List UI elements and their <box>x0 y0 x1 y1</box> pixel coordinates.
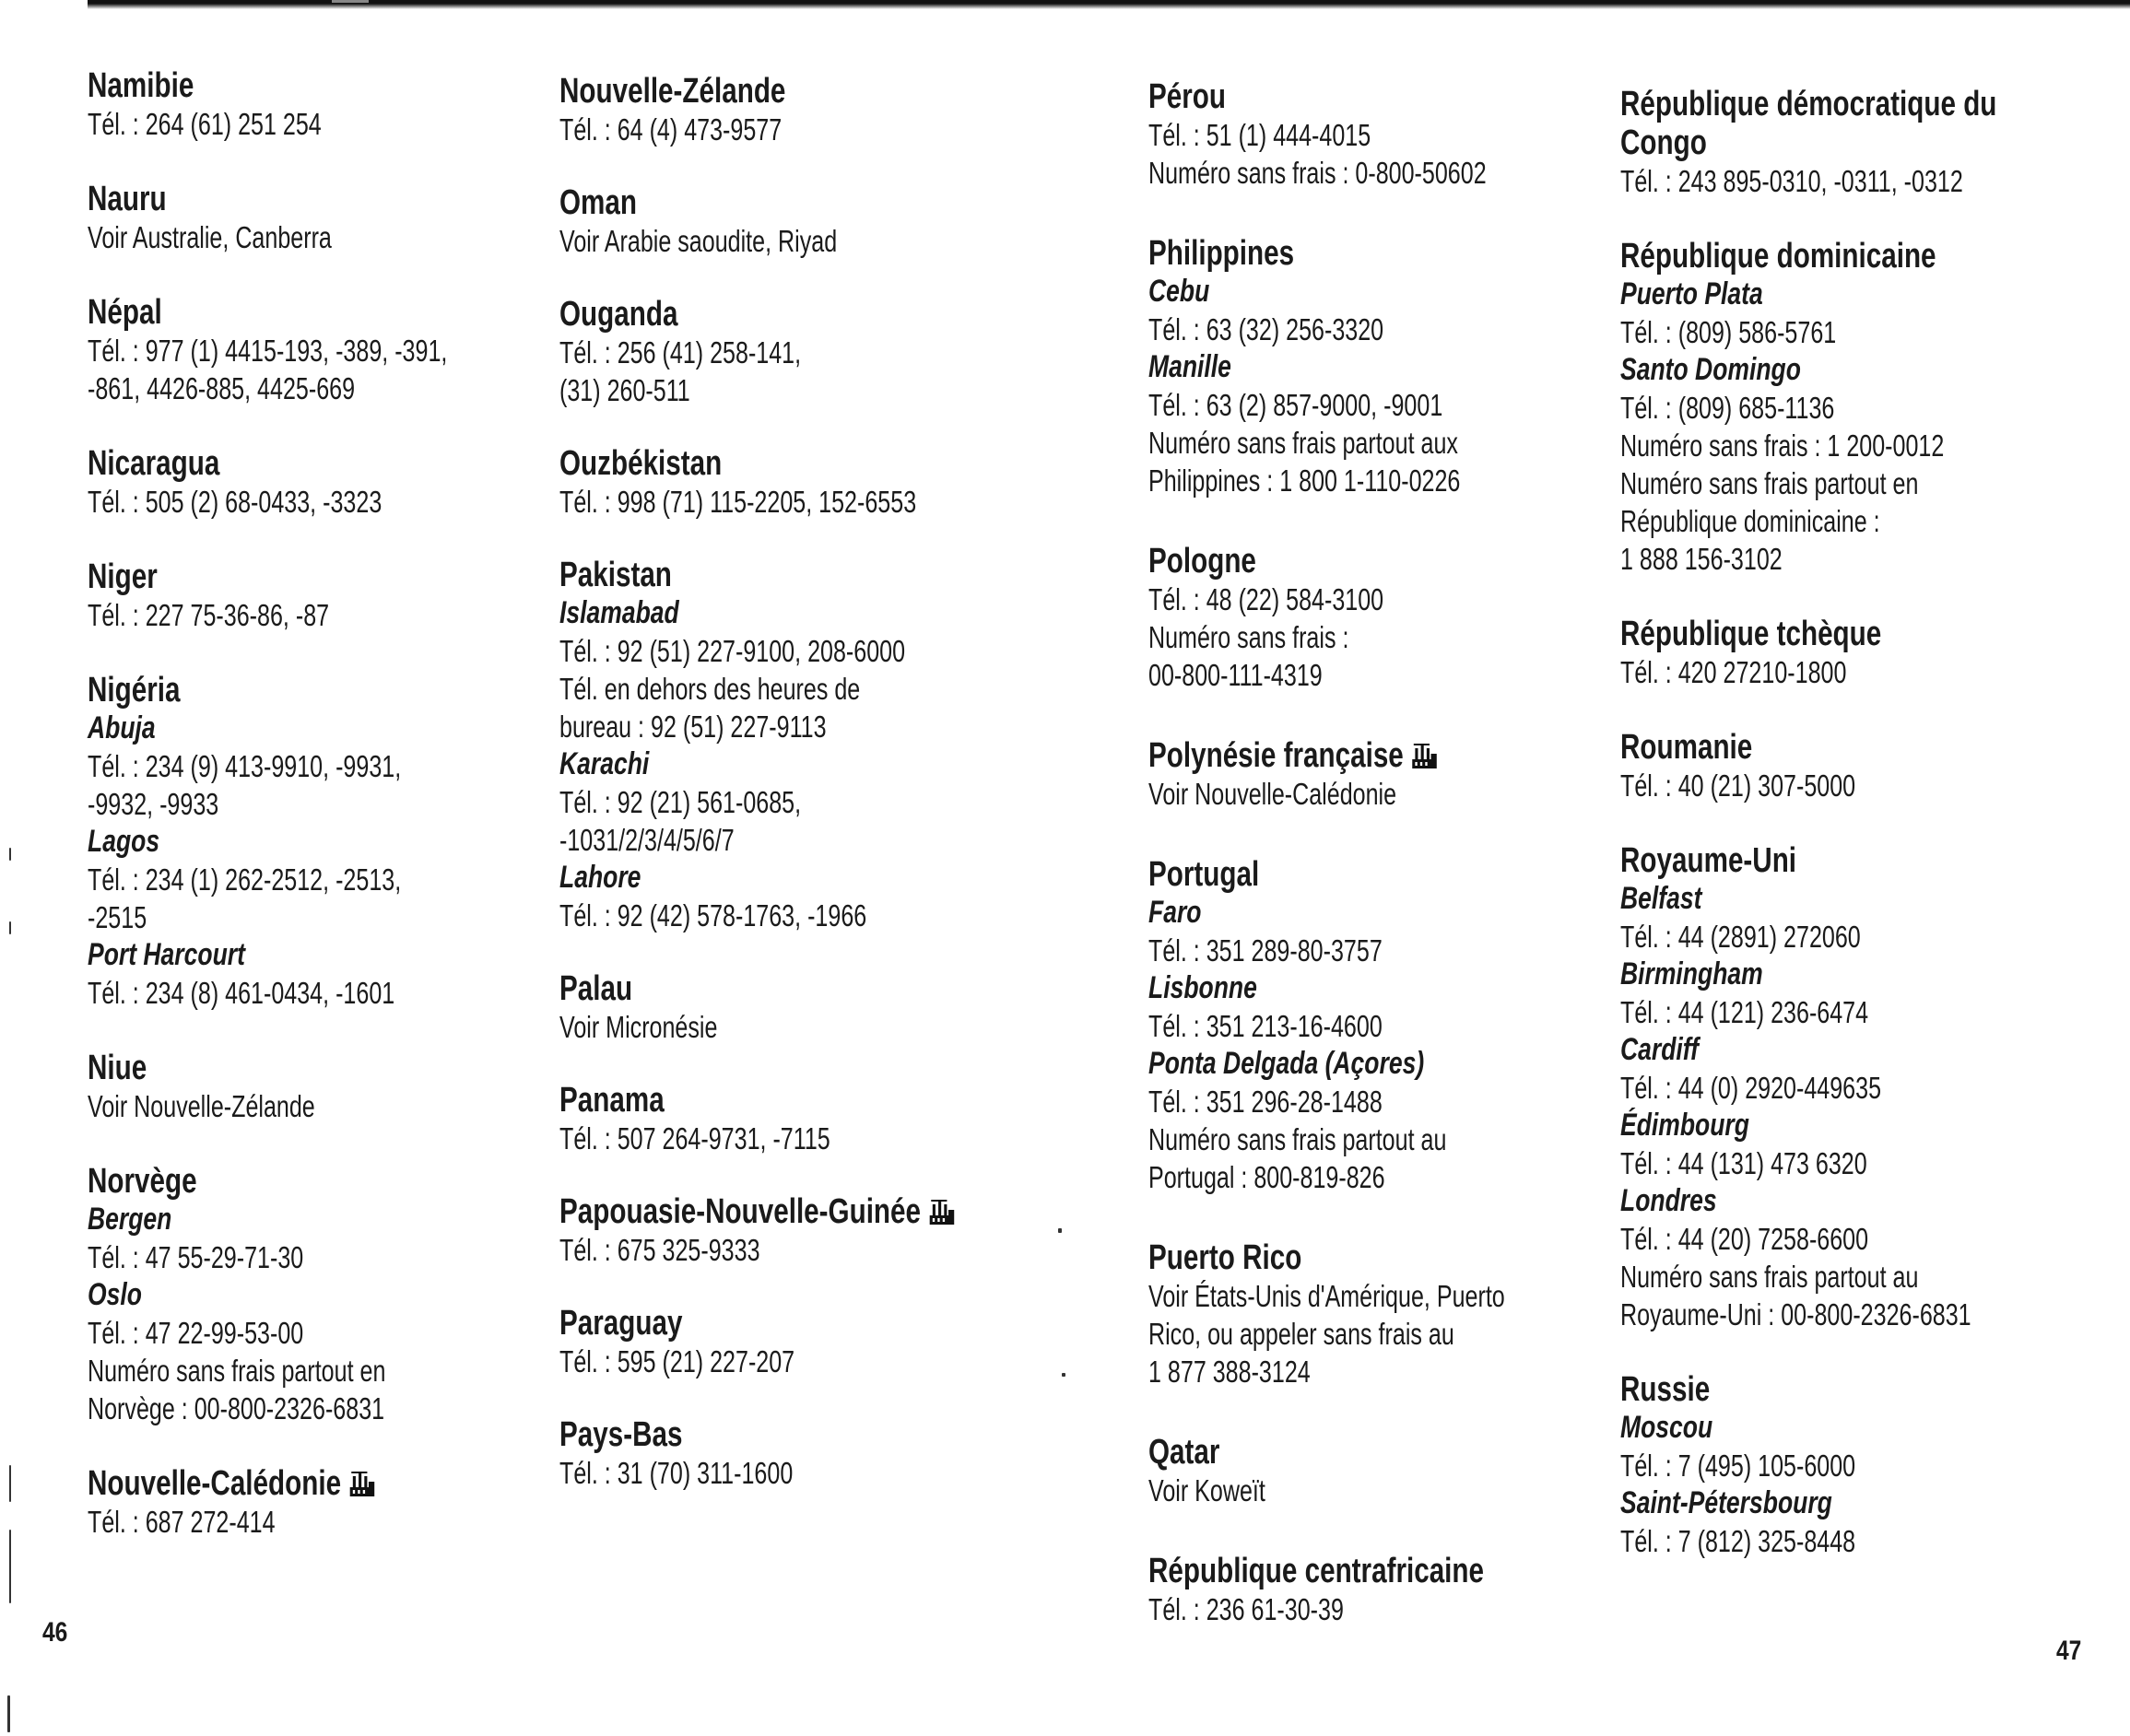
contact-line: 00-800-111-4319 <box>1148 658 1323 692</box>
country-entry <box>1148 234 1628 499</box>
column-1 <box>88 66 567 1578</box>
country-name-text: Pays-Bas <box>559 1415 683 1454</box>
contact-line: Tél. : 687 272-414 <box>88 1505 276 1539</box>
contact-line: Tél. : 44 (0) 2920-449635 <box>1620 1071 1882 1105</box>
country-name-text: Portugal <box>1148 855 1260 894</box>
contact-line: Tél. : 47 22-99-53-00 <box>88 1316 304 1350</box>
column-2 <box>559 72 1039 1527</box>
country-entry <box>88 557 567 634</box>
contact-line: Numéro sans frais partout au <box>1620 1260 1919 1294</box>
contact-line: Tél. : 505 (2) 68-0433, -3323 <box>88 485 382 519</box>
country-name-text: Pérou <box>1148 77 1227 116</box>
country-entry <box>1620 85 2118 200</box>
country-name-text: Philippines <box>1148 234 1295 273</box>
country-name <box>1148 855 1627 894</box>
contact-line: Tél. : 507 264-9731, -7115 <box>559 1121 830 1155</box>
contact-line: Numéro sans frais : <box>1148 620 1349 654</box>
city-name: Londres <box>1620 1183 1717 1218</box>
city-name: Cebu <box>1148 274 1210 309</box>
city-name: Saint-Pétersbourg <box>1620 1485 1832 1520</box>
page-number-left: 46 <box>42 1617 68 1648</box>
country-name-text: Panama <box>559 1081 665 1120</box>
country-name-text: Pakistan <box>559 556 672 594</box>
country-entry <box>559 1415 1039 1492</box>
column-4 <box>1620 85 2118 1597</box>
country-name-text: Nouvelle-Calédonie <box>88 1464 342 1503</box>
country-name-text: Polynésie française <box>1148 736 1404 775</box>
city-name: Cardiff <box>1620 1032 1699 1067</box>
country-name-text: Namibie <box>88 66 194 105</box>
country-name-text: Qatar <box>1148 1433 1220 1472</box>
country-name <box>88 671 566 710</box>
contact-line: Tél. : 44 (131) 473 6320 <box>1620 1146 1867 1180</box>
contact-line: Portugal : 800-819-826 <box>1148 1160 1385 1194</box>
contact-line: Tél. : 256 (41) 258-141, <box>559 335 802 369</box>
country-name <box>559 556 1038 594</box>
country-name <box>1620 728 2117 767</box>
country-name <box>559 969 1038 1008</box>
country-name <box>88 66 566 105</box>
scan-speck <box>9 1465 11 1502</box>
country-entry <box>88 1049 567 1125</box>
contact-line: Tél. : 92 (51) 227-9100, 208-6000 <box>559 634 906 668</box>
country-entry <box>559 295 1039 409</box>
contact-line: Tél. en dehors des heures de <box>559 672 861 706</box>
contact-line: Norvège : 00-800-2326-6831 <box>88 1391 385 1425</box>
contact-line: Voir Australie, Canberra <box>88 220 332 254</box>
country-name <box>559 1415 1038 1454</box>
country-name <box>1620 1370 2117 1409</box>
country-entry <box>1148 1433 1628 1509</box>
contact-line: Voir États-Unis d'Amérique, Puerto <box>1148 1279 1505 1313</box>
contact-line: Tél. : 351 213-16-4600 <box>1148 1009 1383 1043</box>
contact-line: 1 877 388-3124 <box>1148 1355 1311 1389</box>
country-name <box>1148 736 1627 775</box>
contact-line: Tél. : 977 (1) 4415-193, -389, -391, <box>88 334 448 368</box>
country-name <box>1620 841 2117 880</box>
contact-line: Royaume-Uni : 00-800-2326-6831 <box>1620 1297 1971 1331</box>
country-name <box>559 183 1038 222</box>
contact-line: -1031/2/3/4/5/6/7 <box>559 823 735 857</box>
country-name-text: Oman <box>559 183 638 222</box>
country-name <box>1148 542 1627 581</box>
contact-line: Tél. : 51 (1) 444-4015 <box>1148 118 1371 152</box>
country-entry <box>1148 77 1628 192</box>
country-name <box>88 1464 566 1503</box>
country-name <box>1620 237 2117 276</box>
contact-line: Tél. : 234 (1) 262-2512, -2513, <box>88 862 402 897</box>
country-name-text: Nouvelle-Zélande <box>559 72 786 111</box>
country-name <box>1148 234 1627 273</box>
top-rule-mark <box>332 0 369 3</box>
factory-icon <box>1411 740 1439 768</box>
contact-line: République dominicaine : <box>1620 504 1880 538</box>
country-entry <box>1148 736 1628 813</box>
country-name-text: Népal <box>88 293 162 332</box>
country-entry <box>559 1304 1039 1380</box>
country-entry <box>1620 728 2118 804</box>
country-entry <box>559 969 1039 1046</box>
top-rule <box>88 0 2130 9</box>
country-entry <box>88 66 567 143</box>
contact-line: Tél. : 44 (2891) 272060 <box>1620 920 1861 954</box>
country-name <box>88 1162 566 1201</box>
contact-line: Voir Arabie saoudite, Riyad <box>559 224 838 258</box>
contact-line: Voir Micronésie <box>559 1010 718 1044</box>
contact-line: Tél. : 351 296-28-1488 <box>1148 1085 1383 1119</box>
country-name-text: Paraguay <box>559 1304 683 1343</box>
country-name-text: République démocratique du <box>1620 85 1997 123</box>
country-name-text: Ouganda <box>559 295 678 334</box>
country-name <box>1148 1238 1627 1277</box>
contact-line: Tél. : 595 (21) 227-207 <box>559 1344 795 1378</box>
contact-line: Numéro sans frais : 0-800-50602 <box>1148 156 1487 190</box>
country-entry <box>88 444 567 521</box>
contact-line: Numéro sans frais partout en <box>1620 466 1919 500</box>
contact-line: -861, 4426-885, 4425-669 <box>88 371 356 405</box>
column-3 <box>1148 77 1628 1671</box>
city-name: Lagos <box>88 824 160 859</box>
scan-speck <box>9 1530 11 1603</box>
country-name-text: Nauru <box>88 180 167 218</box>
country-name <box>88 180 566 218</box>
country-entry <box>88 180 567 256</box>
contact-line: Tél. : 92 (21) 561-0685, <box>559 785 802 819</box>
contact-line: Tél. : 264 (61) 251 254 <box>88 107 322 141</box>
country-entry <box>88 1464 567 1541</box>
country-entry <box>559 1192 1039 1269</box>
contact-line: Tél. : 63 (2) 857-9000, -9001 <box>1148 388 1443 422</box>
country-name-text: Royaume-Uni <box>1620 841 1797 880</box>
country-name <box>559 72 1038 111</box>
page-number-right: 47 <box>2056 1636 2082 1666</box>
country-name-text: Russie <box>1620 1370 1711 1409</box>
contact-line: Tél. : 47 55-29-71-30 <box>88 1240 304 1274</box>
country-entry <box>1148 542 1628 694</box>
scan-speck <box>1062 1373 1065 1377</box>
contact-line: Tél. : 63 (32) 256-3320 <box>1148 312 1384 346</box>
country-entry <box>559 556 1039 934</box>
contact-line: Tél. : 243 895-0310, -0311, -0312 <box>1620 164 1963 198</box>
country-name <box>559 1304 1038 1343</box>
country-name <box>1620 615 2117 653</box>
contact-line: Rico, ou appeler sans frais au <box>1148 1317 1454 1351</box>
contact-line: Tél. : 7 (812) 325-8448 <box>1620 1524 1856 1558</box>
city-name: Manille <box>1148 349 1231 384</box>
country-entry <box>559 1081 1039 1157</box>
contact-line: 1 888 156-3102 <box>1620 542 1783 576</box>
contact-line: Numéro sans frais partout au <box>1148 1122 1447 1156</box>
contact-line: Tél. : 236 61-30-39 <box>1148 1592 1344 1626</box>
country-name-text: Puerto Rico <box>1148 1238 1302 1277</box>
country-name-text: Ouzbékistan <box>559 444 723 483</box>
country-entry <box>1620 1370 2118 1560</box>
country-entry <box>1148 855 1628 1196</box>
scan-speck <box>9 921 11 934</box>
country-name <box>1148 77 1627 116</box>
country-entry <box>559 444 1039 521</box>
country-name <box>88 1049 566 1087</box>
country-name <box>88 444 566 483</box>
country-entry <box>88 1162 567 1427</box>
country-name-text: Nigéria <box>88 671 181 710</box>
contact-line: -2515 <box>88 900 147 934</box>
city-name: Édimbourg <box>1620 1108 1749 1143</box>
factory-icon <box>928 1196 956 1224</box>
contact-line: Tél. : 351 289-80-3757 <box>1148 933 1383 968</box>
contact-line: Tél. : 40 (21) 307-5000 <box>1620 768 1856 803</box>
country-name-text: Norvège <box>88 1162 197 1201</box>
contact-line: Voir Koweït <box>1148 1473 1265 1507</box>
city-name: Puerto Plata <box>1620 276 1763 311</box>
contact-line: Philippines : 1 800 1-110-0226 <box>1148 463 1461 498</box>
country-name-text: Papouasie-Nouvelle-Guinée <box>559 1192 922 1231</box>
contact-line: Tél. : (809) 685-1136 <box>1620 391 1835 425</box>
contact-line: Tél. : 420 27210-1800 <box>1620 655 1847 689</box>
country-name-text: Niger <box>88 557 158 596</box>
city-name: Birmingham <box>1620 956 1763 991</box>
contact-line: Tél. : 7 (495) 105-6000 <box>1620 1449 1856 1483</box>
contact-line: -9932, -9933 <box>88 787 219 821</box>
country-entry <box>1148 1552 1628 1628</box>
contact-line: Tél. : (809) 586-5761 <box>1620 315 1837 349</box>
city-name: Abuja <box>88 710 156 745</box>
city-name: Port Harcourt <box>88 937 245 972</box>
contact-line: Numéro sans frais partout en <box>88 1354 386 1388</box>
country-name <box>1620 85 2117 123</box>
city-name: Moscou <box>1620 1410 1713 1445</box>
contact-line: Tél. : 234 (9) 413-9910, -9931, <box>88 749 402 783</box>
contact-line: Numéro sans frais : 1 200-0012 <box>1620 428 1945 463</box>
country-name-text: Roumanie <box>1620 728 1753 767</box>
contact-line: (31) 260-511 <box>559 373 690 407</box>
country-name-text: Niue <box>88 1049 147 1087</box>
contact-line: Tél. : 227 75-36-86, -87 <box>88 598 330 632</box>
scan-speck <box>9 848 11 861</box>
contact-line: Tél. : 234 (8) 461-0434, -1601 <box>88 976 395 1010</box>
country-name <box>1148 1433 1627 1472</box>
contact-line: Tél. : 48 (22) 584-3100 <box>1148 582 1384 616</box>
city-name: Oslo <box>88 1277 142 1312</box>
country-name <box>559 1081 1038 1120</box>
country-name-continued: Congo <box>1620 123 1707 162</box>
country-name-text: République centrafricaine <box>1148 1552 1485 1590</box>
country-name <box>88 293 566 332</box>
city-name: Ponta Delgada (Açores) <box>1148 1046 1425 1081</box>
country-name-text: Pologne <box>1148 542 1256 581</box>
contact-line: Tél. : 92 (42) 578-1763, -1966 <box>559 898 867 933</box>
scan-speck <box>1058 1228 1062 1233</box>
contact-line: Voir Nouvelle-Calédonie <box>1148 777 1397 811</box>
city-name: Islamabad <box>559 595 679 630</box>
contact-line: Tél. : 675 325-9333 <box>559 1233 760 1267</box>
contact-line: Tél. : 44 (20) 7258-6600 <box>1620 1222 1869 1256</box>
scan-speck <box>7 1695 10 1732</box>
contact-line: bureau : 92 (51) 227-9113 <box>559 710 827 744</box>
country-name <box>559 1192 1038 1231</box>
country-entry <box>88 293 567 407</box>
city-name: Santo Domingo <box>1620 352 1801 387</box>
contact-line: Tél. : 64 (4) 473-9577 <box>559 112 783 147</box>
country-entry <box>1148 1238 1628 1390</box>
country-entry <box>1620 237 2118 578</box>
country-name <box>88 557 566 596</box>
city-name: Belfast <box>1620 881 1702 916</box>
country-entry <box>559 72 1039 148</box>
city-name: Karachi <box>559 746 650 781</box>
country-entry <box>88 671 567 1012</box>
city-name: Lisbonne <box>1148 970 1257 1005</box>
country-entry <box>559 183 1039 260</box>
country-name-text: République dominicaine <box>1620 237 1936 276</box>
country-name <box>559 444 1038 483</box>
country-name-text: Palau <box>559 969 633 1008</box>
contact-line: Tél. : 998 (71) 115-2205, 152-6553 <box>559 485 917 519</box>
country-entry <box>1620 841 2118 1333</box>
country-name <box>1148 1552 1627 1590</box>
contact-line: Numéro sans frais partout aux <box>1148 426 1458 460</box>
contact-line: Voir Nouvelle-Zélande <box>88 1089 315 1123</box>
city-name: Bergen <box>88 1202 172 1237</box>
country-name <box>559 295 1038 334</box>
country-name-text: Nicaragua <box>88 444 220 483</box>
country-entry <box>1620 615 2118 691</box>
city-name: Lahore <box>559 860 641 895</box>
city-name: Faro <box>1148 895 1202 930</box>
factory-icon <box>348 1468 376 1496</box>
contact-line: Tél. : 31 (70) 311-1600 <box>559 1456 794 1490</box>
contact-line: Tél. : 44 (121) 236-6474 <box>1620 995 1869 1029</box>
country-name-text: République tchèque <box>1620 615 1882 653</box>
